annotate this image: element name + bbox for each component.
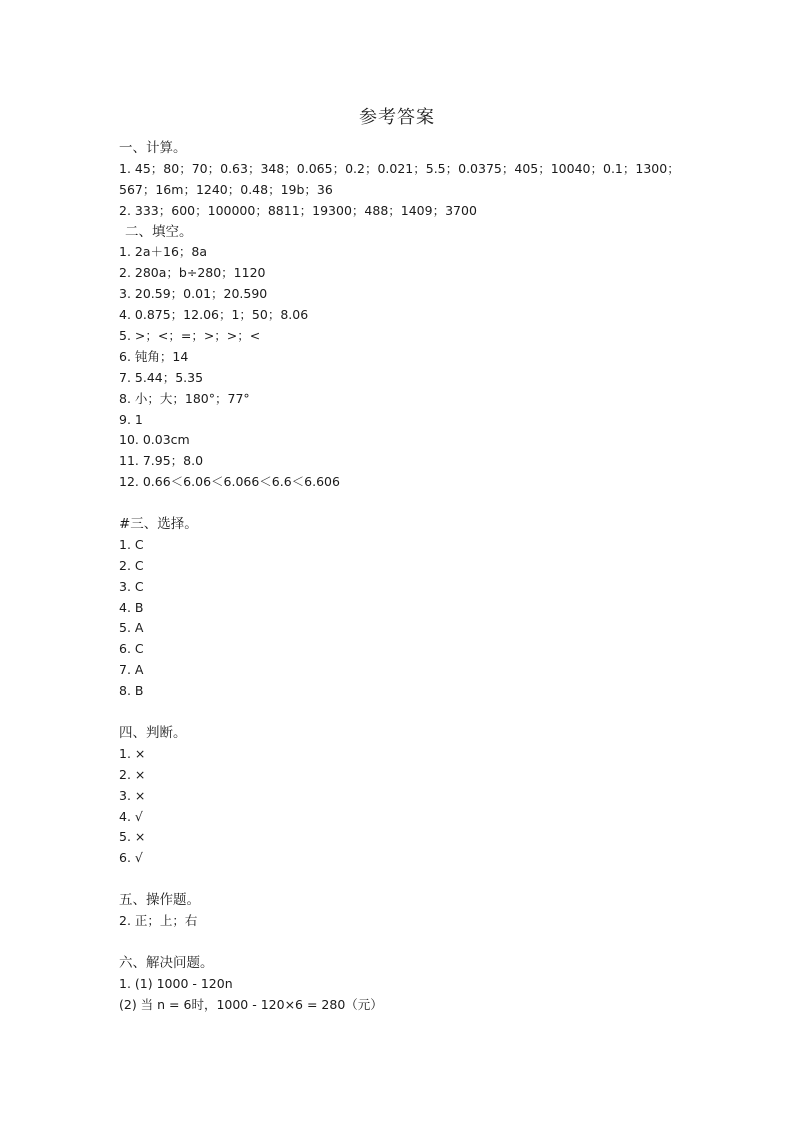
spacer (119, 493, 719, 514)
answer-line: (2) 当 n = 6时，1000 - 120×6 = 280（元） (119, 996, 383, 1012)
section-heading-calculation: 一、计算。 (119, 140, 187, 156)
answer-line: 7. 5.44；5.35 (119, 369, 204, 385)
spacer (119, 869, 719, 890)
section-heading-choice: #三、选择。 (119, 516, 198, 533)
answer-line: 1. C (119, 536, 144, 552)
answer-line: 2. C (119, 557, 144, 573)
answer-line: 11. 7.95；8.0 (119, 453, 204, 469)
answer-line: 5. A (119, 620, 144, 636)
answer-line: 2. 正；上；右 (119, 912, 198, 928)
answer-line: 1. 2a＋16；8a (119, 244, 208, 260)
answer-line: 3. C (119, 578, 144, 594)
answer-content (119, 138, 719, 1015)
section-heading-fill-blank: 二、填空。 (125, 223, 193, 240)
answer-line: 12. 0.66＜6.06＜6.066＜6.6＜6.606 (119, 474, 340, 490)
answer-line: 6. √ (119, 850, 143, 866)
answer-line: 1. (1) 1000 - 120n (119, 975, 233, 991)
answer-line: 1. 45；80；70；0.63；348；0.065；0.2；0.021；5.5；0.0375；405；10040；0.1；1300； (119, 160, 680, 176)
answer-line: 5. >；<；=；>；>；< (119, 328, 261, 344)
spacer (119, 702, 719, 723)
answer-line: 3. 20.59；0.01；20.590 (119, 286, 268, 302)
answer-line: 4. 0.875；12.06；1；50；8.06 (119, 307, 309, 323)
answer-line: 7. A (119, 662, 144, 678)
answer-line: 567；16m；1240；0.48；19b；36 (119, 181, 333, 197)
answer-line: 6. C (119, 641, 144, 657)
section-heading-judgment: 四、判断。 (119, 724, 187, 741)
spacer (119, 932, 719, 953)
answer-line: 5. × (119, 829, 146, 845)
answer-line: 4. B (119, 599, 144, 615)
answer-line: 2. 333；600；100000；8811；19300；488；1409；3700 (119, 202, 477, 218)
answer-line: 8. 小；大；180°；77° (119, 390, 250, 406)
answer-line: 2. 280a；b÷280；1120 (119, 265, 266, 281)
answer-line: 8. B (119, 683, 144, 699)
answer-line: 3. × (119, 787, 146, 803)
answer-line: 6. 钝角；14 (119, 348, 189, 364)
answer-line: 9. 1 (119, 411, 143, 427)
answer-line: 4. √ (119, 808, 143, 824)
answer-line: 1. × (119, 745, 146, 761)
section-heading-operation: 五、操作题。 (119, 892, 200, 909)
answer-line: 10. 0.03cm (119, 432, 190, 448)
section-heading-problem-solving: 六、解决问题。 (119, 954, 214, 971)
answer-line: 2. × (119, 766, 146, 782)
page-title: 参考答案 (359, 107, 435, 128)
